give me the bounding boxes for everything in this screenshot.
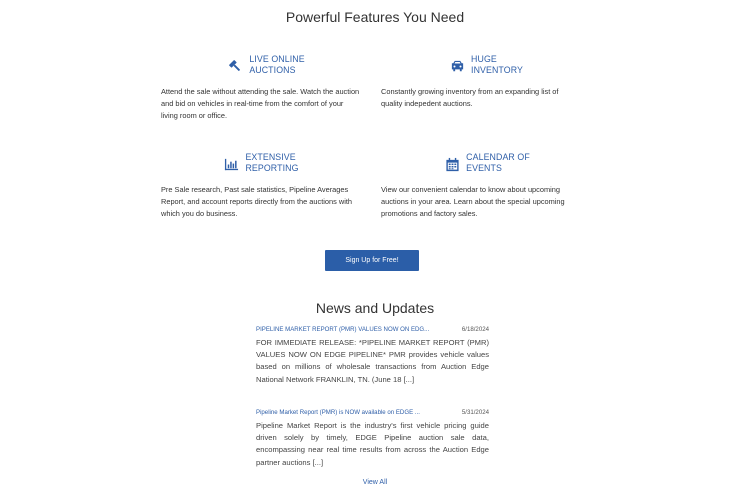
bar-chart-icon <box>223 156 239 172</box>
feature-live-online-auctions <box>161 54 361 123</box>
calendar-icon <box>444 156 460 172</box>
feature-title-line2: INVENTORY <box>471 65 523 75</box>
feature-title-line1: EXTENSIVE <box>245 152 296 162</box>
view-all-link[interactable]: View All <box>362 479 388 486</box>
feature-header <box>381 152 581 178</box>
feature-title-line1: HUGE <box>471 54 497 64</box>
news-headline-link[interactable]: Pipeline Market Report (PMR) is NOW available on EDGE ... <box>256 409 420 416</box>
news-item <box>256 408 489 469</box>
feature-header <box>381 54 581 80</box>
feature-description: Pre Sale research, Past sale statistics, Pipeline Averages Report, and account reports directly from the auctions with which you do business. <box>161 185 353 219</box>
feature-description: Constantly growing inventory from an expanding list of quality indepedent auctions. <box>381 87 559 109</box>
news-date: 6/18/2024 <box>461 326 489 333</box>
feature-description: Attend the sale without attending the sale. Watch the auction and bid on vehicles in real-time from the comfort of your living room or office. <box>161 87 360 121</box>
feature-calendar-of-events <box>381 152 581 221</box>
news-item <box>256 325 489 386</box>
news-body: Pipeline Market Report is the industry's first vehicle pricing guide driven solely by timely, EDGE Pipeline auction sale data, encompassing near real time results from across the Auction Edge partner auctions [...] <box>256 421 489 467</box>
gavel-icon <box>227 58 243 74</box>
feature-title-line1: CALENDAR OF <box>466 152 530 162</box>
news-date: 5/31/2024 <box>461 409 489 416</box>
feature-header <box>161 54 361 80</box>
feature-huge-inventory <box>381 54 581 110</box>
features-title: Powerful Features You Need <box>285 9 465 25</box>
car-icon <box>449 58 465 74</box>
news-title: News and Updates <box>315 300 435 316</box>
feature-title-line2: REPORTING <box>245 163 299 173</box>
news-headline-link[interactable]: PIPELINE MARKET REPORT (PMR) VALUES NOW ON EDG... <box>256 326 430 333</box>
news-body: FOR IMMEDIATE RELEASE: *PIPELINE MARKET REPORT (PMR) VALUES NOW ON EDGE PIPELINE* PMR provides vehicle values based on millions of wholesale transactions from Auction Edge National Network FRANKLIN, TN. (June 18 [...] <box>256 338 489 384</box>
feature-header <box>161 152 361 178</box>
feature-title-line1: LIVE ONLINE <box>249 54 305 64</box>
feature-title-line2: EVENTS <box>466 163 502 173</box>
feature-extensive-reporting <box>161 152 361 221</box>
signup-button[interactable]: Sign Up for Free! <box>325 250 419 271</box>
feature-title-line2: AUCTIONS <box>249 65 296 75</box>
feature-description: View our convenient calendar to know about upcoming auctions in your area. Learn about the special upcoming promotions and factory sales. <box>381 185 565 219</box>
